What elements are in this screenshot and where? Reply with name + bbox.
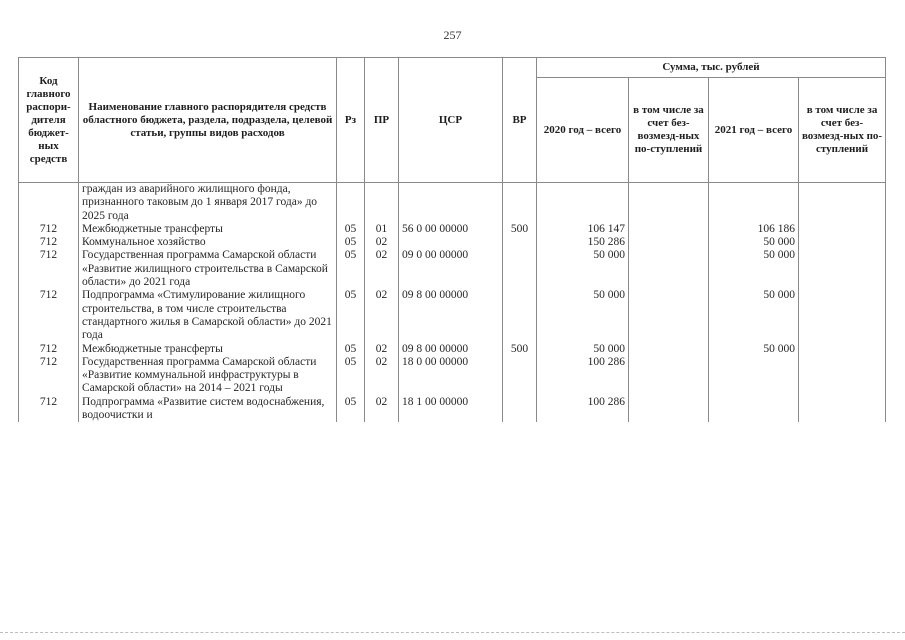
cell-2020-total: 50 000 <box>537 289 629 342</box>
cell-pr: 02 <box>365 236 399 249</box>
table-row <box>19 236 886 249</box>
cell-2021-free <box>799 236 886 249</box>
cell-csr: 09 8 00 00000 <box>399 343 503 356</box>
cell-pr <box>365 183 399 223</box>
cell-2020-total: 106 147 <box>537 223 629 236</box>
header-2021-free: в том числе за счет без-возмезд-ных по-ступлений <box>799 78 886 183</box>
cell-code: 712 <box>19 249 79 289</box>
cell-rz: 05 <box>337 289 365 342</box>
header-2021-total: 2021 год – всего <box>709 78 799 183</box>
cell-name: Межбюджетные трансферты <box>79 223 337 236</box>
table-header <box>19 58 886 183</box>
cell-name: Подпрограмма «Стимулирование жилищного строительства, в том числе строительства стандартного жилья в Самарской области» до 2021 года <box>79 289 337 342</box>
cell-vr <box>503 183 537 223</box>
cell-code: 712 <box>19 236 79 249</box>
cell-2021-total: 50 000 <box>709 249 799 289</box>
cell-rz: 05 <box>337 343 365 356</box>
cell-csr: 56 0 00 00000 <box>399 223 503 236</box>
cell-code: 712 <box>19 343 79 356</box>
cell-2020-free <box>629 343 709 356</box>
cell-2021-free <box>799 396 886 423</box>
cell-name: Коммунальное хозяйство <box>79 236 337 249</box>
cell-2021-free <box>799 223 886 236</box>
cell-rz <box>337 183 365 223</box>
cell-name: Государственная программа Самарской области «Развитие коммунальной инфраструктуры в Самарской области» на 2014 – 2021 годы <box>79 356 337 396</box>
cell-2020-total <box>537 183 629 223</box>
header-vr: ВР <box>503 58 537 183</box>
cell-2021-total: 50 000 <box>709 343 799 356</box>
table-row <box>19 223 886 236</box>
cell-name: граждан из аварийного жилищного фонда, признанного таковым до 1 января 2017 года» до 2025 года <box>79 183 337 223</box>
header-csr: ЦСР <box>399 58 503 183</box>
cell-2020-total: 100 286 <box>537 396 629 423</box>
cell-csr: 09 0 00 00000 <box>399 249 503 289</box>
table-row <box>19 249 886 289</box>
page-bottom-edge <box>0 632 905 635</box>
table-row <box>19 356 886 396</box>
header-pr: ПР <box>365 58 399 183</box>
cell-2020-free <box>629 249 709 289</box>
cell-2021-total <box>709 183 799 223</box>
header-2020-free: в том числе за счет без-возмезд-ных по-ступлений <box>629 78 709 183</box>
table-row <box>19 289 886 342</box>
cell-csr: 18 0 00 00000 <box>399 356 503 396</box>
cell-vr: 500 <box>503 343 537 356</box>
cell-code: 712 <box>19 223 79 236</box>
cell-2021-free <box>799 249 886 289</box>
cell-2020-total: 50 000 <box>537 249 629 289</box>
cell-rz: 05 <box>337 249 365 289</box>
cell-2021-free <box>799 356 886 396</box>
table-row <box>19 343 886 356</box>
cell-2021-total <box>709 356 799 396</box>
cell-rz: 05 <box>337 223 365 236</box>
cell-name: Подпрограмма «Развитие систем водоснабжения, водоочистки и <box>79 396 337 423</box>
cell-pr: 02 <box>365 249 399 289</box>
cell-2021-total: 106 186 <box>709 223 799 236</box>
cell-2021-total: 50 000 <box>709 236 799 249</box>
budget-table <box>18 57 886 422</box>
header-code: Код главного распори-дителя бюджет-ных средств <box>19 58 79 183</box>
table-row <box>19 183 886 223</box>
cell-2020-free <box>629 183 709 223</box>
cell-2020-free <box>629 356 709 396</box>
cell-2021-free <box>799 343 886 356</box>
cell-code: 712 <box>19 396 79 423</box>
cell-name: Государственная программа Самарской области «Развитие жилищного строительства в Самарской области» до 2021 года <box>79 249 337 289</box>
header-rz: Рз <box>337 58 365 183</box>
table-body <box>19 183 886 423</box>
header-name: Наименование главного распорядителя средств областного бюджета, раздела, подраздела, целевой статьи, группы видов расходов <box>79 58 337 183</box>
cell-2020-free <box>629 289 709 342</box>
header-sum: Сумма, тыс. рублей <box>537 58 886 78</box>
cell-code: 712 <box>19 356 79 396</box>
cell-csr <box>399 236 503 249</box>
cell-2020-free <box>629 223 709 236</box>
cell-vr <box>503 396 537 423</box>
cell-pr: 02 <box>365 289 399 342</box>
cell-2020-total: 50 000 <box>537 343 629 356</box>
cell-csr: 09 8 00 00000 <box>399 289 503 342</box>
cell-name: Межбюджетные трансферты <box>79 343 337 356</box>
cell-csr: 18 1 00 00000 <box>399 396 503 423</box>
cell-vr <box>503 289 537 342</box>
cell-2021-free <box>799 289 886 342</box>
cell-2020-total: 150 286 <box>537 236 629 249</box>
cell-2020-free <box>629 396 709 423</box>
cell-vr: 500 <box>503 223 537 236</box>
cell-pr: 02 <box>365 343 399 356</box>
cell-2020-free <box>629 236 709 249</box>
page-number: 257 <box>443 28 462 42</box>
cell-2021-free <box>799 183 886 223</box>
cell-pr: 02 <box>365 356 399 396</box>
cell-2021-total <box>709 396 799 423</box>
cell-pr: 02 <box>365 396 399 423</box>
table-row <box>19 396 886 423</box>
cell-2020-total: 100 286 <box>537 356 629 396</box>
cell-2021-total: 50 000 <box>709 289 799 342</box>
cell-vr <box>503 249 537 289</box>
header-2020-total: 2020 год – всего <box>537 78 629 183</box>
cell-vr <box>503 356 537 396</box>
cell-rz: 05 <box>337 396 365 423</box>
cell-code <box>19 183 79 223</box>
cell-vr <box>503 236 537 249</box>
cell-code: 712 <box>19 289 79 342</box>
cell-rz: 05 <box>337 236 365 249</box>
cell-pr: 01 <box>365 223 399 236</box>
cell-rz: 05 <box>337 356 365 396</box>
cell-csr <box>399 183 503 223</box>
